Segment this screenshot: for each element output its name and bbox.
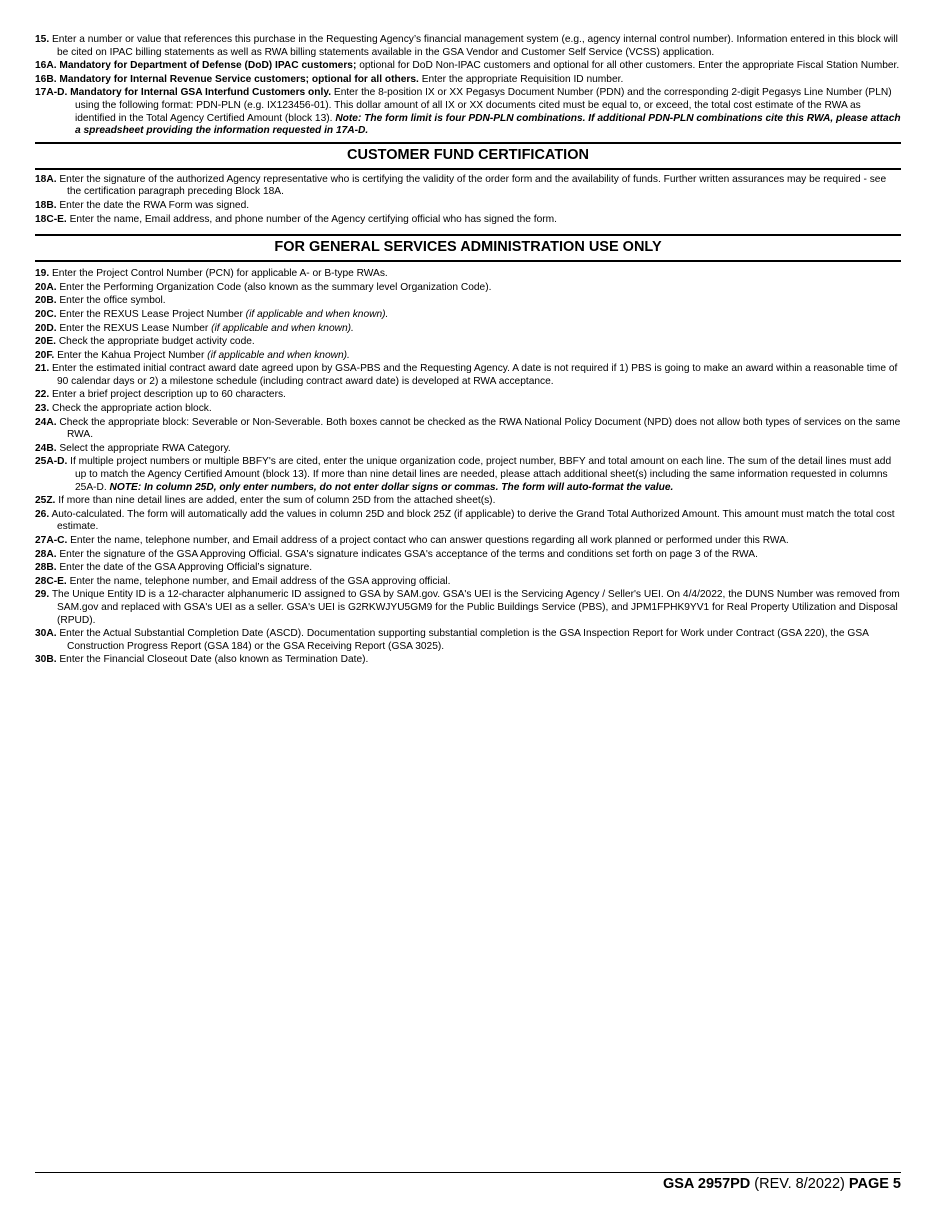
instruction-25z: 25Z. If more than nine detail lines are added, enter the sum of column 25D from the attached sheet(s). (35, 495, 496, 507)
instruction-25a-d: 25A-D. If multiple project numbers or multiple BBFY's are cited, enter the unique organization code, project number, BBFY and total amount on each line. The sum of the detail lines must add up to match the Agency Certified Amount (block 13). If more than nine detail lines are needed, please attach additional sheet(s) including the same information requested in columns 25A-D. NOTE: In column 25D, only enter numbers, do not enter dollar signs or commas. The form will auto-format the value. (35, 456, 892, 493)
instruction-28c-e: 28C-E. Enter the name, telephone number, and Email address of the GSA approving official. (35, 575, 451, 587)
instruction-28b: 28B. Enter the date of the GSA Approving Official’s signature. (35, 562, 313, 574)
instruction-27a-c: 27A-C. Enter the name, telephone number, and Email address of a project contact who can answer questions regarding all work planned or performed under this RWA. (35, 535, 789, 546)
instruction-17a-d: 17A-D. Mandatory for Internal GSA Interfund Customers only. Enter the 8-position IX or XX Pegasys Document Number (PDN) and the corresponding 2-digit Pegasys Line Number (PLN) using the following format: PDN-PLN (e.g. IX123456-01). This dollar amount of all IX or XX documents cited must be equal to, or exceed, the total cost estimate of the RWA as identified in the Total Agency Certified Amount (block 13). Note: The form limit is four PDN-PLN combinations. If additional PDN-PLN combinations cite this RWA, please attach a spreadsheet providing the information requested in 17A-D. (35, 87, 901, 137)
instruction-22: 22. Enter a brief project description up to 60 characters. (35, 389, 286, 401)
instruction-21: 21. Enter the estimated initial contract award date agreed upon by GSA-PBS and the Requesting Agency. A date is not required if 1) PBS is going to make an award within a reasonable time of 90 calendar days or 2) a milestone schedule (including contract award date) is developed at RWA acceptance. (35, 363, 898, 387)
instruction-16a: 16A. Mandatory for Department of Defense (DoD) IPAC customers; optional for DoD Non-IPAC customers and optional for all other customers. Enter the appropriate Fiscal Station Number. (35, 60, 900, 72)
instruction-20e: 20E. Check the appropriate budget activity code. (35, 336, 255, 348)
instruction-24b: 24B. Select the appropriate RWA Category. (35, 442, 231, 454)
section-gsa-use-only: FOR GENERAL SERVICES ADMINISTRATION USE ONLY (35, 234, 901, 262)
instruction-26: 26. Auto-calculated. The form will automatically add the values in column 25D and block 25Z (if applicable) to derive the Grand Total Authorized Amount. This amount must match the total cost estimate. (35, 508, 895, 533)
instruction-28a: 28A. Enter the signature of the GSA Approving Official. GSA's signature indicates GSA's acceptance of the terms and conditions set forth on page 3 of the RWA. (35, 548, 758, 560)
instruction-20f: 20F. Enter the Kahua Project Number (if applicable and when known). (35, 349, 350, 361)
instruction-20c: 20C. Enter the REXUS Lease Project Number (if applicable and when known). (35, 308, 389, 320)
instruction-29: 29. The Unique Entity ID is a 12-character alphanumeric ID assigned to GSA by SAM.gov. GSA's UEI is the Servicing Agency / Seller's UEI. On 4/4/2022, the DUNS Number was removed from SAM.gov and replaced with GSA's UEI as a seller. GSA's UEI is G2RKWJYU5GM9 for the Public Buildings Service (PBS), and JPM1FPHK9YV1 for Real Property Utilization and Disposal (RPUD). (35, 589, 900, 626)
instruction-20b: 20B. Enter the office symbol. (35, 295, 166, 307)
instruction-18b: 18B. Enter the date the RWA Form was signed. (35, 199, 250, 211)
instruction-18a: 18A. Enter the signature of the authorized Agency representative who is certifying the validity of the order form and the availability of funds. Further written assurances may be required - see the certification paragraph preceding Block 18A. (35, 173, 887, 198)
form-revision: (REV. 8/2022) (750, 1176, 849, 1192)
instruction-20a: 20A. Enter the Performing Organization Code (also known as the summary level Organization Code). (35, 281, 492, 293)
instruction-18c-e: 18C-E. Enter the name, Email address, and phone number of the Agency certifying official who has signed the form. (35, 213, 557, 225)
instruction-19: 19. Enter the Project Control Number (PCN) for applicable A- or B-type RWAs. (35, 268, 388, 280)
instruction-16b: 16B. Mandatory for Internal Revenue Service customers; optional for all others. Enter the appropriate Requisition ID number. (35, 73, 624, 85)
instruction-23: 23. Check the appropriate action block. (35, 403, 212, 415)
instructions-page (35, 34, 901, 668)
page-number: PAGE 5 (848, 1176, 901, 1192)
instruction-24a: 24A. Check the appropriate block: Severable or Non-Severable. Both boxes cannot be checked as the RWA National Policy Document (NPD) does not allow both types of services on the same RWA. (35, 416, 901, 441)
form-number: GSA 2957PD (662, 1176, 751, 1192)
instruction-30b: 30B. Enter the Financial Closeout Date (also known as Termination Date). (35, 654, 369, 666)
instruction-20d: 20D. Enter the REXUS Lease Number (if applicable and when known). (35, 322, 354, 334)
section-customer-fund-certification: CUSTOMER FUND CERTIFICATION (35, 142, 901, 170)
page-footer (35, 1172, 901, 1192)
instruction-30a: 30A. Enter the Actual Substantial Completion Date (ASCD). Documentation supporting substantial completion is the GSA Inspection Report for Work under Contract (GSA 220), the GSA Construction Progress Report (GSA 184) or the GSA Receiving Report (GSA 3025). (35, 628, 869, 652)
instruction-15: 15. Enter a number or value that references this purchase in the Requesting Agency’s financial management system (e.g., agency internal control number). Information entered in this block will be cited on IPAC billing statements as well as RWA billing statements available in the GSA Vendor and Customer Self Service (VCSS) application. (35, 34, 898, 58)
